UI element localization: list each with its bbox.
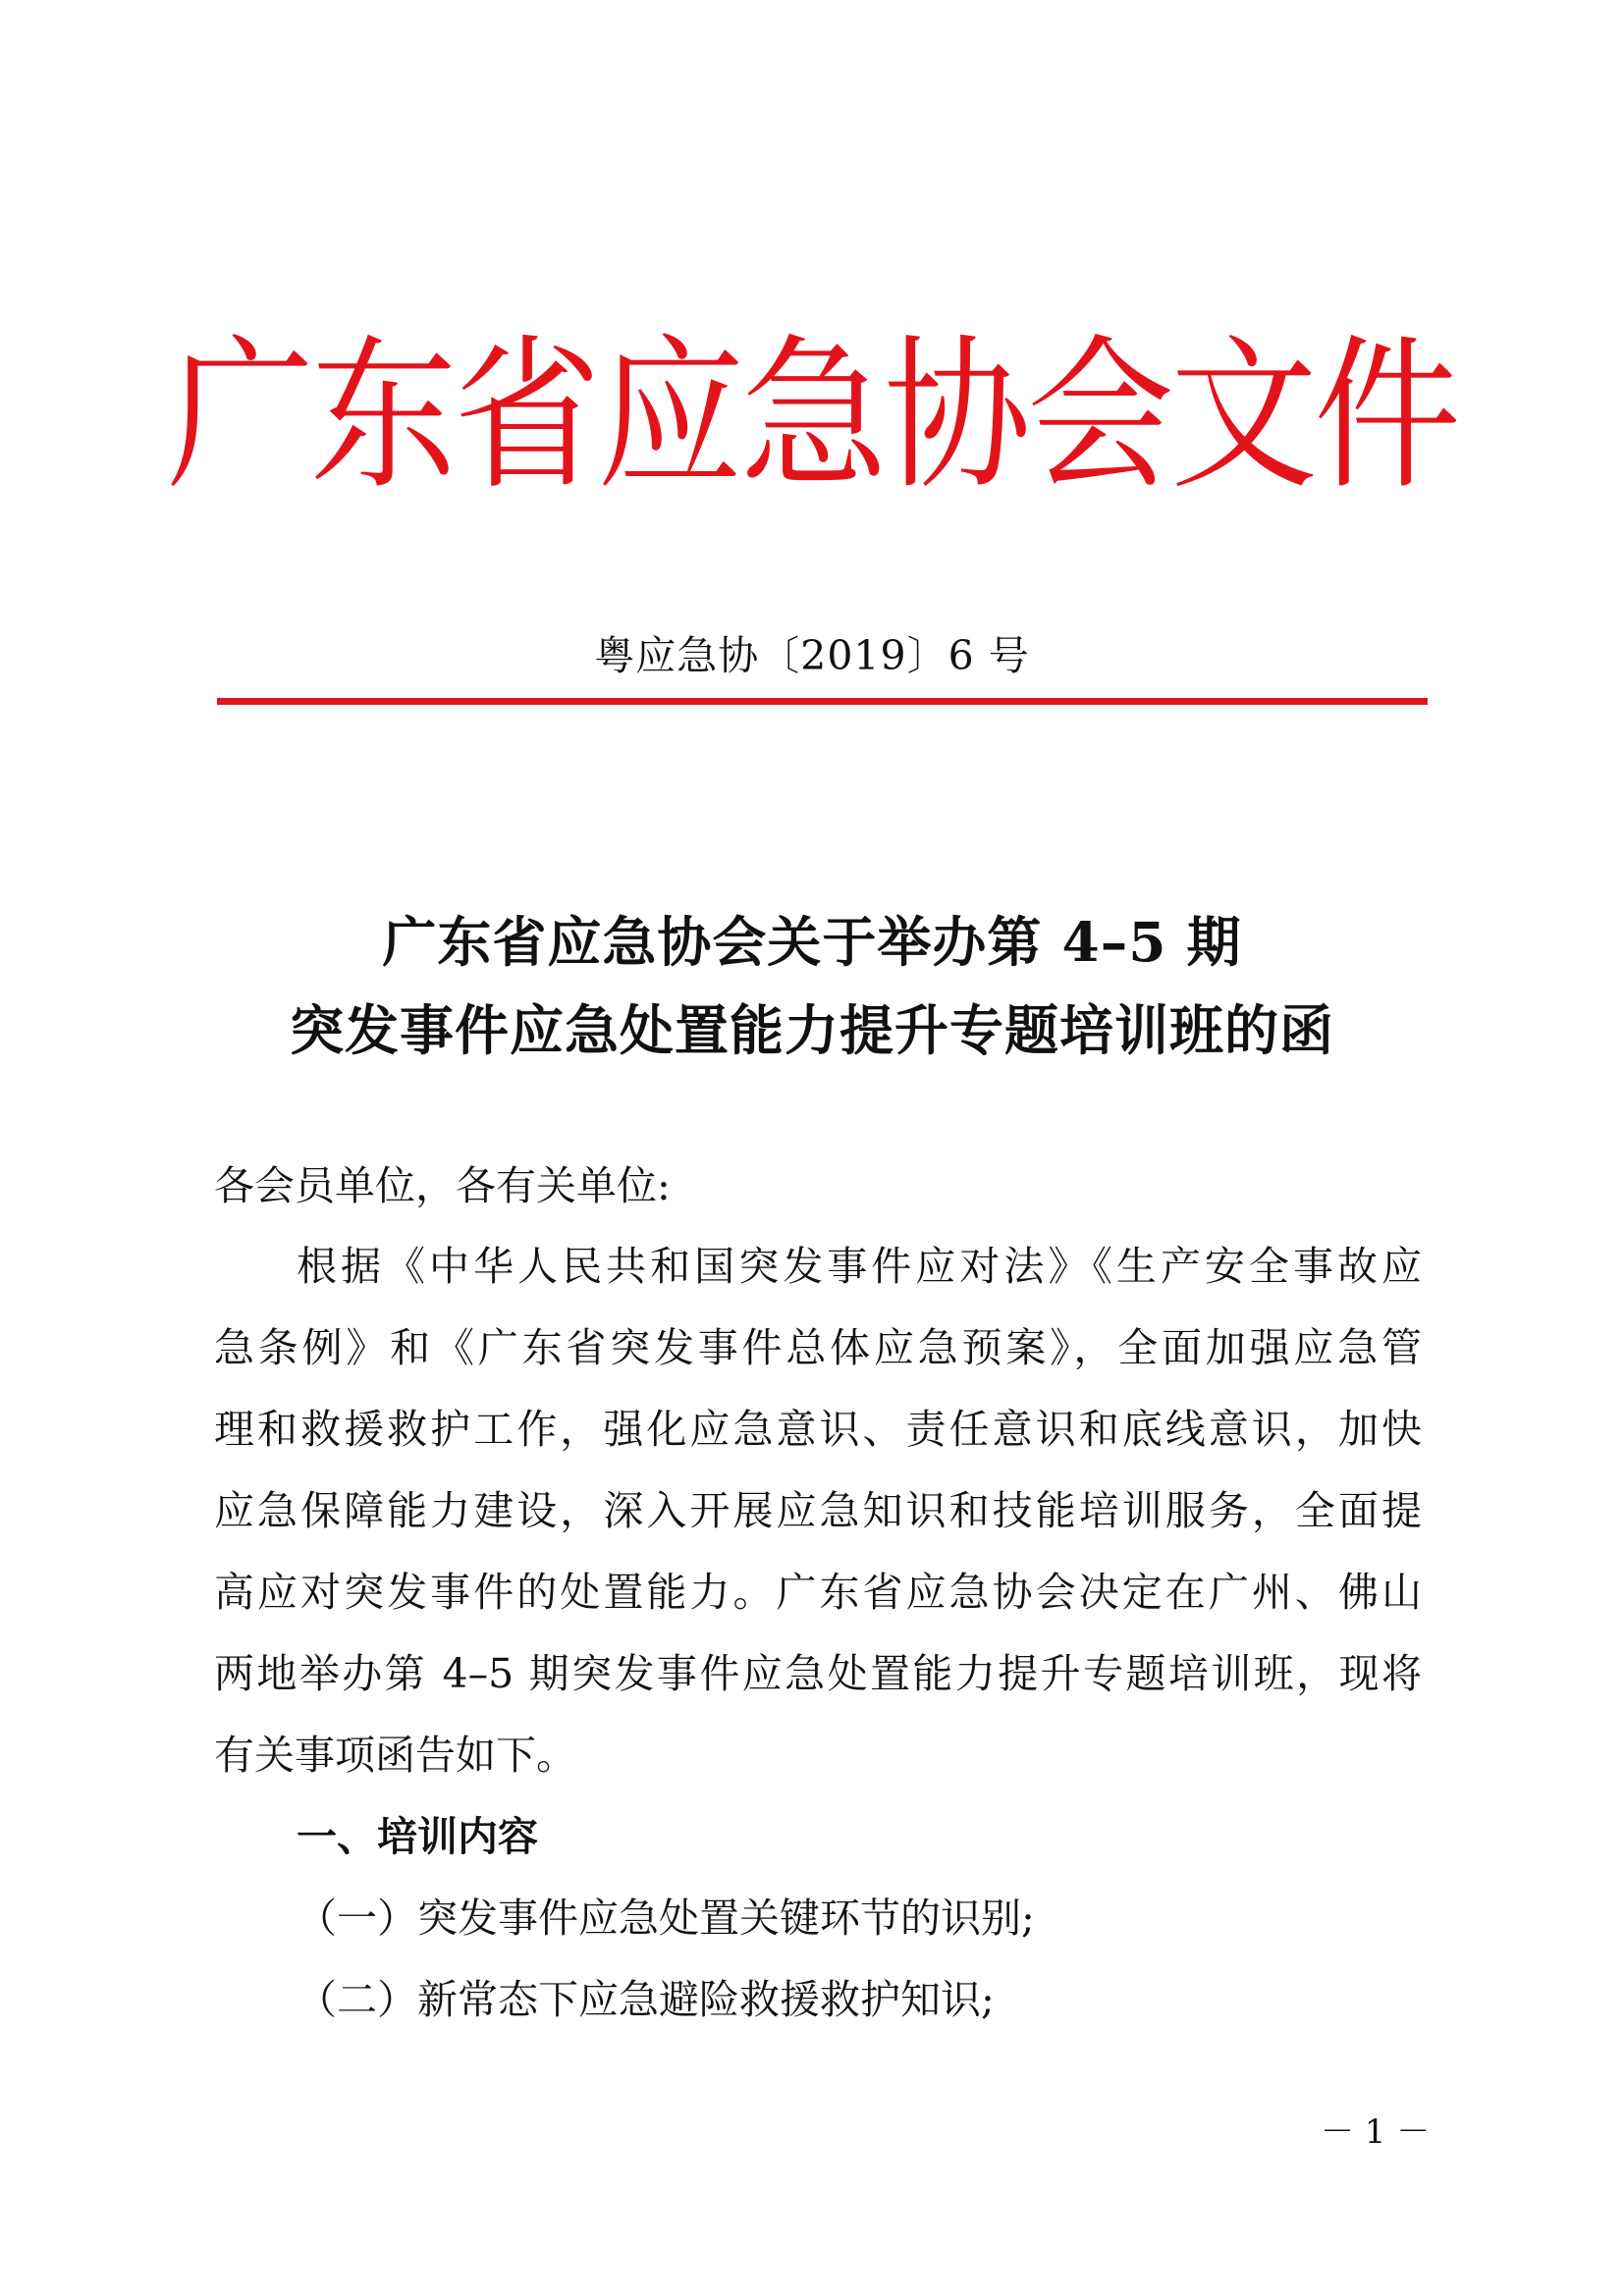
page-number: － 1 － — [1321, 2112, 1431, 2152]
list-item: （一）突发事件应急处置关键环节的识别; — [297, 1895, 1035, 1942]
salutation: 各会员单位，各有关单位: — [214, 1162, 671, 1209]
paragraph-line: 理和救援救护工作，强化应急意识、责任意识和底线意识，加快 — [214, 1406, 1422, 1453]
document-title-line-1: 广东省应急协会关于举办第 4–5 期 — [382, 910, 1242, 974]
paragraph-line: 两地举办第 4–5 期突发事件应急处置能力提升专题培训班，现将 — [214, 1650, 1422, 1697]
document-title-line-2: 突发事件应急处置能力提升专题培训班的函 — [289, 998, 1334, 1062]
paragraph-line: 高应对突发事件的处置能力。广东省应急协会决定在广州、佛山 — [214, 1569, 1422, 1616]
paragraph-line: 根据《中华人民共和国突发事件应对法》《生产安全事故应 — [297, 1243, 1422, 1290]
section-heading: 一、培训内容 — [297, 1813, 538, 1860]
masthead-title: 广东省应急协会文件 — [166, 320, 1457, 512]
red-divider-rule — [217, 698, 1428, 705]
paragraph-line: 应急保障能力建设，深入开展应急知识和技能培训服务，全面提 — [214, 1487, 1422, 1534]
list-item: （二）新常态下应急避险救援救护知识; — [297, 1976, 995, 2023]
document-number: 粤应急协〔2019〕6 号 — [594, 632, 1030, 679]
paragraph-line: 急条例》和《广东省突发事件总体应急预案》，全面加强应急管 — [214, 1324, 1422, 1371]
paragraph-line: 有关事项函告如下。 — [214, 1732, 576, 1779]
